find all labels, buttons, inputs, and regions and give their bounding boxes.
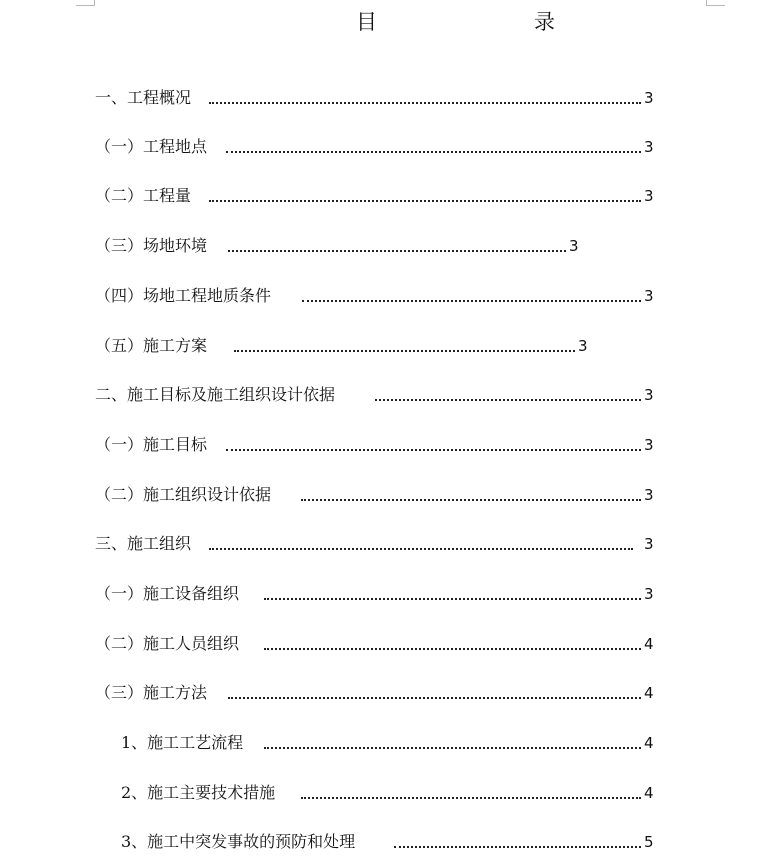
toc-page-number: 3: [644, 535, 654, 553]
toc-entry-text: 1、施工工艺流程: [121, 733, 244, 752]
toc-page-number: 3: [644, 89, 654, 107]
toc-dot-leader: [228, 234, 566, 258]
toc-entry-text: （三）施工方法: [95, 683, 208, 702]
toc-entry-text: 3、施工中突发事故的预防和处理: [121, 832, 356, 851]
toc-page-number: 3: [644, 436, 654, 454]
toc-entry-text: （一）施工设备组织: [95, 584, 240, 603]
toc-dot-leader: [375, 383, 641, 407]
toc-page-number: 3: [644, 386, 654, 404]
toc-dot-leader: [234, 334, 575, 358]
toc-page-number: 3: [644, 287, 654, 305]
toc-page-number: 3: [569, 237, 579, 255]
toc-dot-leader: [302, 284, 641, 308]
toc-entry-text: （二）施工组织设计依据: [95, 485, 272, 504]
toc-dot-leader: [264, 731, 641, 755]
toc-dot-leader: [301, 781, 641, 805]
toc-page-number: 3: [578, 337, 588, 355]
toc-dot-leader: [228, 681, 641, 705]
margin-corner-mark: [706, 0, 725, 6]
toc-dot-leader: [209, 184, 641, 208]
toc-entry-text: （四）场地工程地质条件: [95, 286, 272, 305]
toc-page-number: 4: [644, 635, 654, 653]
toc-page-number: 4: [644, 734, 654, 752]
toc-entry-text: 三、施工组织: [95, 534, 192, 553]
toc-entry-text: 二、施工目标及施工组织设计依据: [95, 385, 336, 404]
toc-dot-leader: [301, 483, 641, 507]
toc-page-number: 5: [644, 833, 654, 851]
toc-title: 目 录: [356, 10, 623, 34]
toc-entry-text: （五）施工方案: [95, 336, 208, 355]
toc-page-number: 3: [644, 187, 654, 205]
toc-dot-leader: [264, 582, 641, 606]
toc-entry-text: （一）工程地点: [95, 137, 208, 156]
toc-page-number: 4: [644, 684, 654, 702]
margin-corner-mark: [76, 0, 95, 6]
toc-dot-leader: [226, 433, 641, 457]
toc-dot-leader: [226, 135, 641, 159]
toc-entry-text: （一）施工目标: [95, 435, 208, 454]
toc-dot-leader: [394, 830, 641, 854]
toc-dot-leader: [264, 632, 641, 656]
toc-page-number: 3: [644, 585, 654, 603]
toc-page-number: 3: [644, 138, 654, 156]
toc-entry-text: （二）工程量: [95, 186, 192, 205]
toc-page-number: 4: [644, 784, 654, 802]
toc-dot-leader: [209, 532, 633, 556]
toc-entry-text: 2、施工主要技术措施: [121, 783, 276, 802]
toc-dot-leader: [209, 86, 641, 110]
toc-entry-text: （三）场地环境: [95, 236, 208, 255]
toc-entry-text: 一、工程概况: [95, 88, 192, 107]
toc-page-number: 3: [644, 486, 654, 504]
toc-entry-text: （二）施工人员组织: [95, 634, 240, 653]
